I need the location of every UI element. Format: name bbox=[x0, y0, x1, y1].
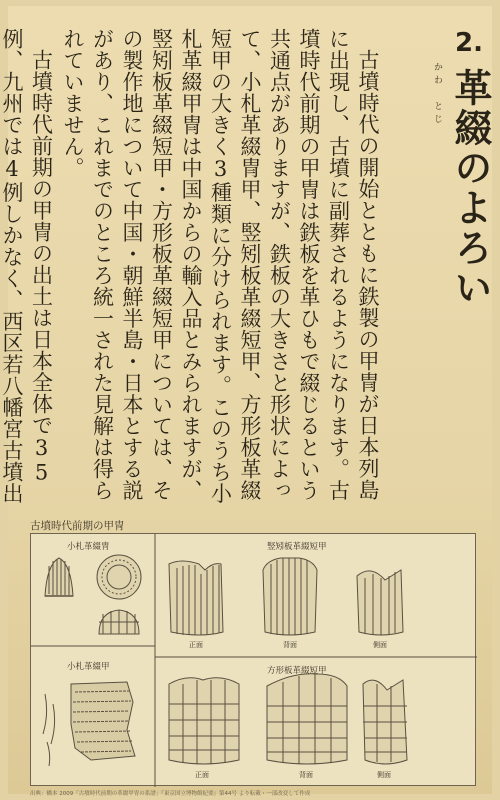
section-title: 革綴のよろい bbox=[448, 68, 493, 308]
label-kozane-kabuto: 小札革綴冑 bbox=[67, 542, 110, 552]
tatehagi-front-drawing bbox=[169, 561, 223, 635]
helmet-top-drawing bbox=[97, 555, 141, 599]
exhibit-panel bbox=[0, 6, 493, 797]
view-label-side: 側面 bbox=[373, 641, 387, 649]
helmet-small-drawing bbox=[99, 610, 139, 634]
view-label-side-2: 側面 bbox=[377, 771, 391, 779]
view-label-front: 正面 bbox=[189, 641, 203, 649]
figure-caption: 古墳時代前期の甲冑 bbox=[30, 520, 125, 532]
title-ruby: かわ とじ bbox=[432, 62, 442, 127]
tatehagi-back-drawing bbox=[263, 558, 317, 635]
body-paragraph-2: 古墳時代前期の甲冑の出土は日本全体で35例、九州では4例しかなく、西区若八幡宮古墳出 bbox=[0, 28, 54, 504]
body-paragraph-1: 古墳時代の開始とともに鉄製の甲冑が日本列島に出現し、古墳に副葬されるようになります。古墳時代前期の甲冑は鉄板を革ひもで綴じるという共通点がありますが、鉄板の大きさと形状によって、小札革綴冑甲、竪矧板革綴短甲、方形板革綴短甲の大きく3種類に分けられます。このうち小札革綴甲冑は中国からの輸入品とみられますが、竪矧板革綴短甲・方形板革綴短甲については、その製作地について中国・朝鮮半島・日本とする説があり、これまでのところ統一された見解は得られていません。 bbox=[61, 28, 380, 504]
section-number: 2. bbox=[455, 28, 483, 58]
view-label-back: 背面 bbox=[283, 641, 297, 649]
hokeiita-back-drawing bbox=[267, 674, 347, 764]
lamellar-armor-drawing bbox=[43, 682, 135, 766]
view-label-back-2: 背面 bbox=[299, 771, 313, 779]
hokeiita-side-drawing bbox=[363, 680, 407, 764]
figure-source-note: 出典：橋本 2009「古墳時代前期の革綴甲冑の系譜」『東京国立博物館紀要』第44号 より転載・一部改変して作成 bbox=[30, 791, 311, 797]
armor-figure bbox=[30, 533, 476, 786]
body-text bbox=[0, 28, 382, 518]
label-kozane-yoroi: 小札革綴甲 bbox=[67, 662, 110, 672]
view-label-front-2: 正面 bbox=[195, 771, 209, 779]
label-hokeiita-tanko: 方形板革綴短甲 bbox=[267, 666, 327, 676]
label-tatehagi-tanko: 竪矧板革綴短甲 bbox=[267, 542, 327, 552]
hokeiita-front-drawing bbox=[169, 678, 239, 764]
tatehagi-side-drawing bbox=[357, 570, 403, 635]
helmet-front-drawing bbox=[45, 558, 73, 596]
